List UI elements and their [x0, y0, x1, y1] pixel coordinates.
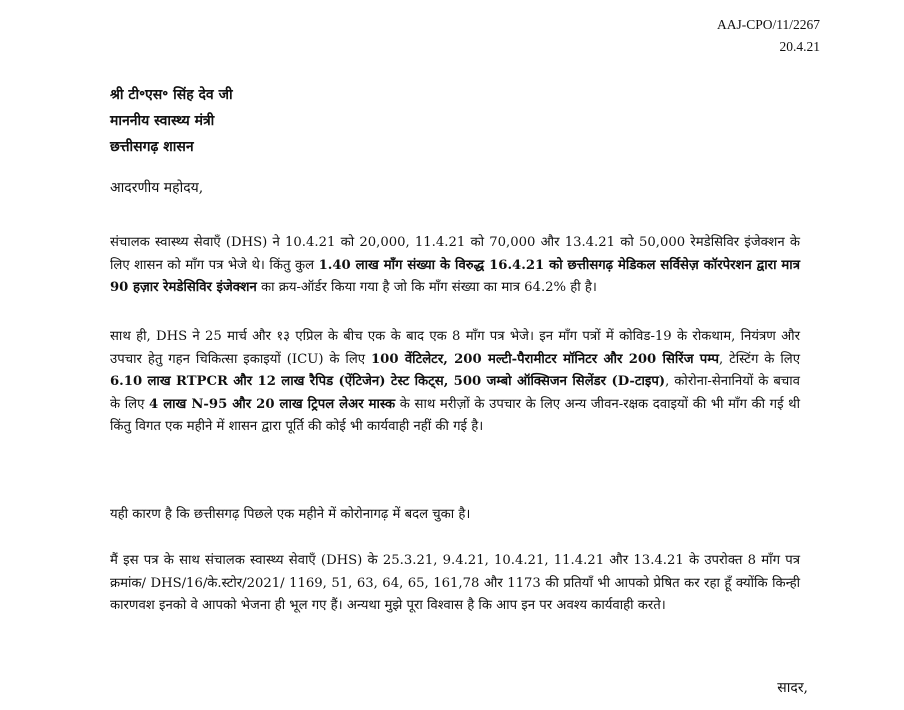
addressee-name: श्री टी॰एस॰ सिंह देव जी [110, 87, 233, 103]
paragraph-consequence: यही कारण है कि छत्तीसगढ़ पिछले एक महीने में कोरोनागढ़ में बदल चुका है। [110, 507, 471, 522]
addressee-office: छत्तीसगढ़ शासन [110, 139, 194, 155]
addressee-block [110, 82, 233, 160]
reference-number: AAJ-CPO/11/2267 [716, 17, 820, 32]
p2-text-3: , कोरोना-सेनानियों के बचाव के लिए [110, 374, 801, 412]
p2-text-4: के साथ मरीज़ों के उपचार के लिए अन्य जीवन-रक्षक दवाइयों की भी माँग की गई थी किंतु विगत एक महीने में शासन द्वारा पूर्ति की कोई भी कार्यवाही नहीं की गई है। [110, 396, 800, 434]
reference-block [717, 14, 820, 58]
p2-text-2: , टेस्टिंग के लिए [719, 351, 800, 367]
paragraph-remdesivir [110, 232, 800, 300]
p2-text-1: साथ ही, DHS ने 25 मार्च और १३ एप्रिल के बीच एक के बाद एक 8 माँग पत्र भेजे। इन माँग पत्रों में कोविड-19 के रोकथाम, नियंत्रण और उपचार हेतु गहन चिकित्सा इकाइयों (ICU) के लिए [110, 329, 800, 367]
p1-text-1: संचालक स्वास्थ्य सेवाएँ (DHS) ने 10.4.21 को 20,000, 11.4.21 को 70,000 और 13.4.21 को 50,000 रेमडेसिविर इंजेक्शन के लिए शासन को माँग पत्र भेजे थे। किंतु कुल [110, 235, 800, 273]
paragraph-enclosures: मैं इस पत्र के साथ संचालक स्वास्थ्य सेवाएँ (DHS) के 25.3.21, 9.4.21, 10.4.21, 11.4.21 और 13.4.21 के उपरोक्त 8 माँग पत्र क्रमांक/ DHS/16/के.स्टोर/2021/ 1169, 51, 63, 64, 65, 161,78 और 1173 की प्रतियाँ भी आपको प्रेषित कर रहा हूँ क्योंकि किन्ही कारणवश इनको वे आपको भेजना ही भूल गए हैं। अन्यथा मुझे पूरा विश्वास है कि आप इन पर अवश्य कार्यवाही करते। [110, 553, 800, 613]
p1-bold-1: 1.40 लाख माँग संख्या के विरुद्ध 16.4.21 को छत्तीसगढ़ मेडिकल सर्विसेज़ कॉरपेरशन द्वारा मात्र 90 हज़ार रेमडेसिविर इंजेक्शन [110, 257, 800, 295]
salutation: आदरणीय महोदय, [110, 180, 204, 196]
p1-text-2: का क्रय-ऑर्डर किया गया है जो कि माँग संख्या का मात्र 64.2% ही है। [256, 280, 597, 295]
paragraph-demand-letters [110, 326, 800, 439]
p2-bold-3: 4 लाख N-95 और 20 लाख ट्रिपल लेअर मास्क [149, 396, 396, 412]
addressee-designation: माननीय स्वास्थ्य मंत्री [110, 113, 215, 129]
closing: सादर, [777, 680, 808, 696]
p2-bold-2: 6.10 लाख RTPCR और 12 लाख रैपिड (ऐंटिजेन) टेस्ट किट्स, 500 जम्बो ऑक्सिजन सिलेंडर (D-टाइप) [110, 374, 666, 389]
letter-date: 20.4.21 [779, 39, 820, 54]
p2-bold-1: 100 वेंटिलेटर, 200 मल्टी-पैरामीटर मॉनिटर और 200 सिरिंज पम्प [371, 351, 719, 367]
